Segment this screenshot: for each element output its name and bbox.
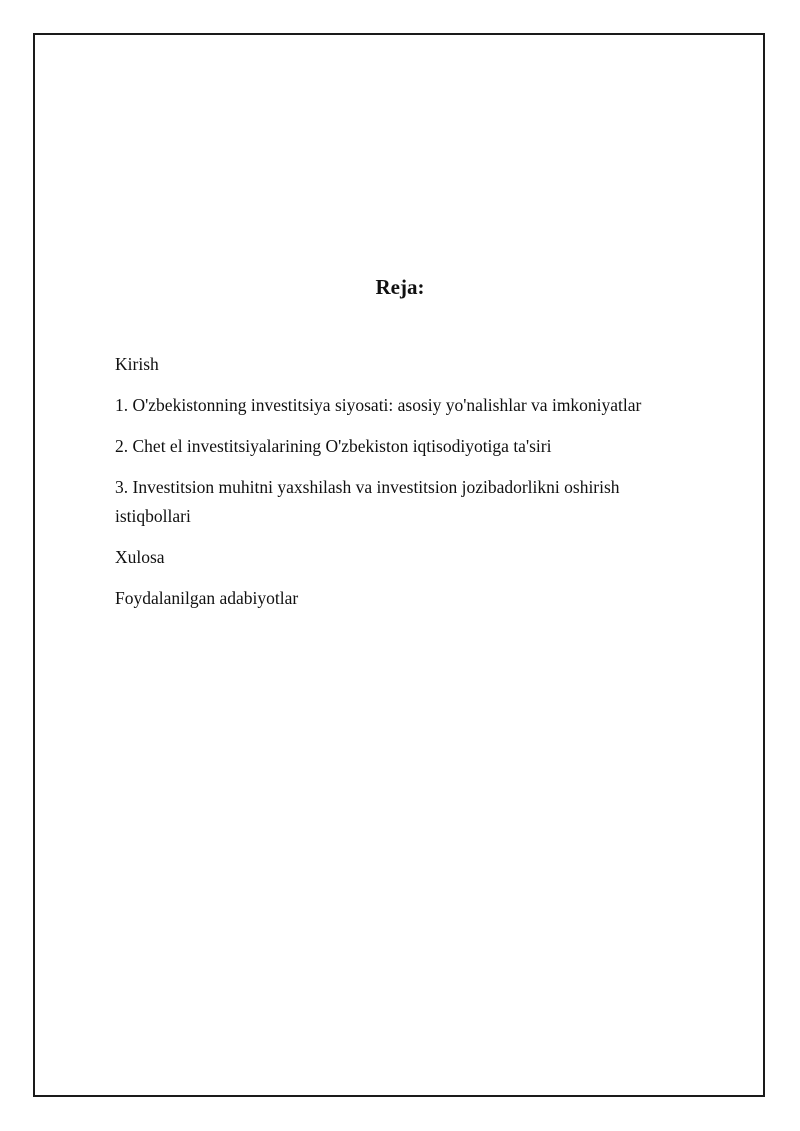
table-of-contents bbox=[115, 350, 695, 625]
toc-item-introduction: Kirish bbox=[115, 354, 159, 374]
toc-item-3: 3. Investitsion muhitni yaxshilash va investitsion jozibadorlikni oshirish istiqbollari bbox=[115, 477, 620, 526]
page-title: Reja: bbox=[375, 275, 425, 299]
toc-item-2: 2. Chet el investitsiyalarining O'zbekiston iqtisodiyotiga ta'siri bbox=[115, 436, 552, 456]
toc-item-references: Foydalanilgan adabiyotlar bbox=[115, 588, 299, 608]
toc-item-conclusion: Xulosa bbox=[115, 547, 165, 567]
toc-item-1: 1. O'zbekistonning investitsiya siyosati: asosiy yo'nalishlar va imkoniyatlar bbox=[115, 395, 642, 415]
